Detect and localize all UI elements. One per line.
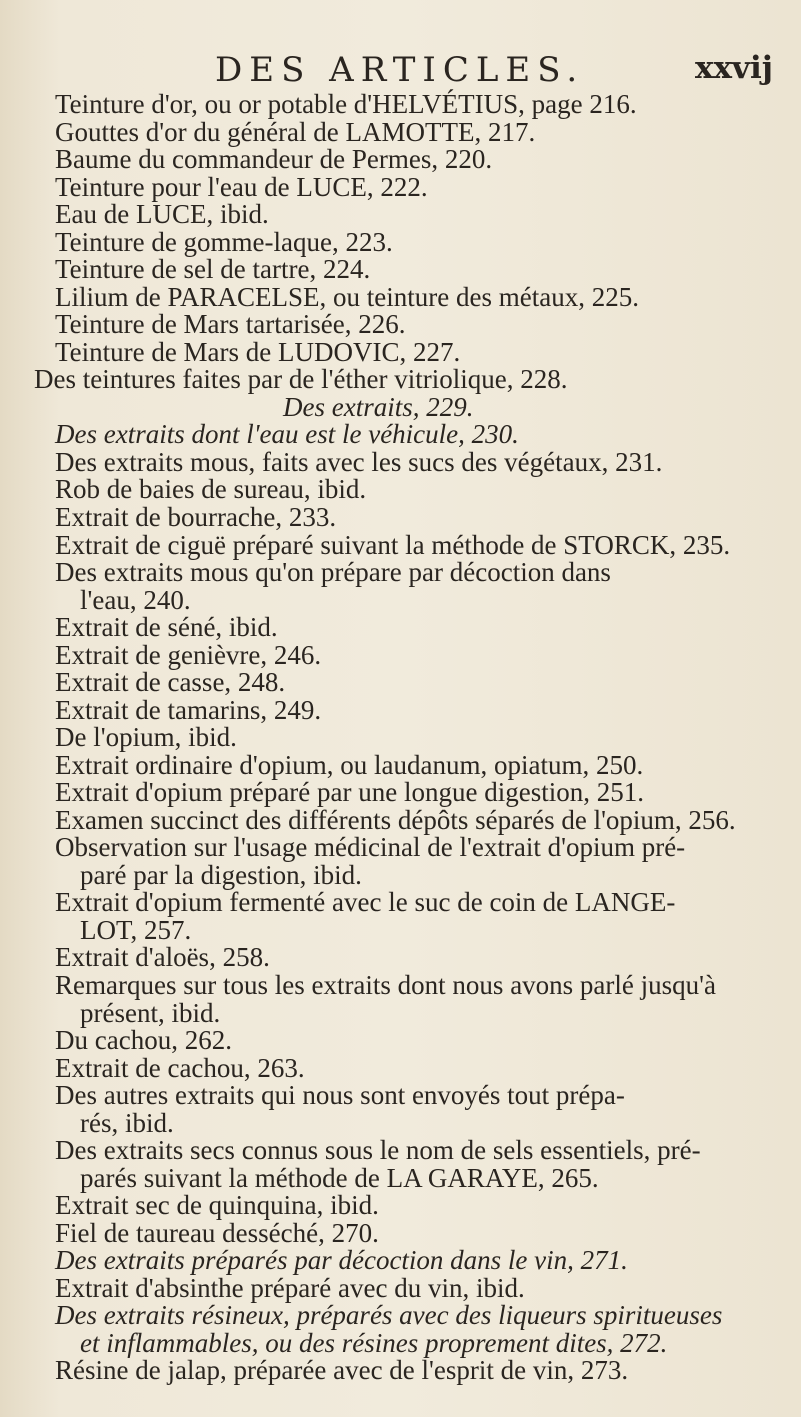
- page-number: xxvij: [695, 50, 773, 86]
- toc-entry: Examen succinct des différents dépôts séparés de l'opium, 256.: [55, 805, 736, 835]
- toc-entry: Extrait de genièvre, 246.: [55, 640, 322, 670]
- toc-entry: Extrait de séné, ibid.: [55, 612, 278, 642]
- toc-entry: Extrait de cachou, 263.: [55, 1053, 305, 1083]
- toc-entry-continuation: rés, ibid.: [80, 1108, 174, 1138]
- toc-entry: Extrait sec de quinquina, ibid.: [55, 1190, 379, 1220]
- toc-entry: Remarques sur tous les extraits dont nous avons parlé jusqu'à: [55, 970, 716, 1000]
- toc-entry: Rob de baies de sureau, ibid.: [55, 474, 367, 504]
- toc-entry: Extrait de tamarins, 249.: [55, 695, 322, 725]
- toc-section-heading: Des extraits, 229.: [283, 392, 474, 422]
- toc-entry: Extrait d'aloës, 258.: [55, 942, 270, 972]
- toc-entry: Extrait d'opium fermenté avec le suc de coin de LANGE-: [55, 887, 676, 917]
- toc-entry: Gouttes d'or du général de LAMOTTE, 217.: [55, 117, 536, 147]
- toc-entry: Des teintures faites par de l'éther vitriolique, 228.: [34, 364, 568, 394]
- toc-entry-continuation: et inflammables, ou des résines proprement dites, 272.: [80, 1328, 668, 1358]
- toc-entry: Des extraits dont l'eau est le véhicule, 230.: [55, 419, 519, 449]
- toc-entry: Des extraits mous qu'on prépare par décoction dans: [55, 557, 611, 587]
- toc-entry-continuation: parés suivant la méthode de LA GARAYE, 265.: [80, 1163, 599, 1193]
- toc-entry: Des extraits secs connus sous le nom de sels essentiels, pré-: [55, 1135, 701, 1165]
- toc-entry: Teinture d'or, ou or potable d'HELVÉTIUS, page 216.: [55, 89, 637, 119]
- toc-entry: De l'opium, ibid.: [55, 722, 237, 752]
- toc-entry: Eau de LUCE, ibid.: [55, 199, 269, 229]
- toc-entry: Extrait d'opium préparé par une longue digestion, 251.: [55, 777, 644, 807]
- toc-entry: Des extraits résineux, préparés avec des liqueurs spiritueuses: [55, 1300, 723, 1330]
- running-title: DES ARTICLES.: [215, 50, 585, 90]
- toc-entry: Teinture de gomme-laque, 223.: [55, 227, 393, 257]
- toc-entry: Fiel de taureau desséché, 270.: [55, 1218, 379, 1248]
- toc-entry: Extrait de ciguë préparé suivant la méthode de STORCK, 235.: [55, 530, 731, 560]
- toc-entry: Teinture de Mars tartarisée, 226.: [55, 309, 406, 339]
- toc-entry: Baume du commandeur de Permes, 220.: [55, 144, 493, 174]
- toc-entry: Des extraits mous, faits avec les sucs des végétaux, 231.: [55, 447, 663, 477]
- toc-entry-continuation: l'eau, 240.: [80, 585, 191, 615]
- toc-entry: Extrait de casse, 248.: [55, 667, 286, 697]
- toc-entry: Extrait ordinaire d'opium, ou laudanum, opiatum, 250.: [55, 750, 644, 780]
- toc-entry: Lilium de PARACELSE, ou teinture des métaux, 225.: [55, 282, 639, 312]
- toc-entry-continuation: LOT, 257.: [80, 915, 192, 945]
- toc-entry: Extrait d'absinthe préparé avec du vin, ibid.: [55, 1273, 525, 1303]
- toc-entry: Teinture pour l'eau de LUCE, 222.: [55, 172, 428, 202]
- toc-entry: Teinture de sel de tartre, 224.: [55, 254, 371, 284]
- toc-entry: Extrait de bourrache, 233.: [55, 502, 337, 532]
- toc-entry-continuation: paré par la digestion, ibid.: [80, 860, 362, 890]
- toc-entry: Observation sur l'usage médicinal de l'extrait d'opium pré-: [55, 832, 686, 862]
- toc-entry: Résine de jalap, préparée avec de l'esprit de vin, 273.: [55, 1355, 629, 1385]
- toc-entry-continuation: présent, ibid.: [80, 998, 221, 1028]
- toc-entry: Teinture de Mars de LUDOVIC, 227.: [55, 337, 461, 367]
- running-header: [0, 50, 801, 90]
- toc-entry: Des extraits préparés par décoction dans le vin, 271.: [55, 1245, 628, 1275]
- toc-entry: Du cachou, 262.: [55, 1025, 232, 1055]
- toc-entry: Des autres extraits qui nous sont envoyés tout prépa-: [55, 1080, 625, 1110]
